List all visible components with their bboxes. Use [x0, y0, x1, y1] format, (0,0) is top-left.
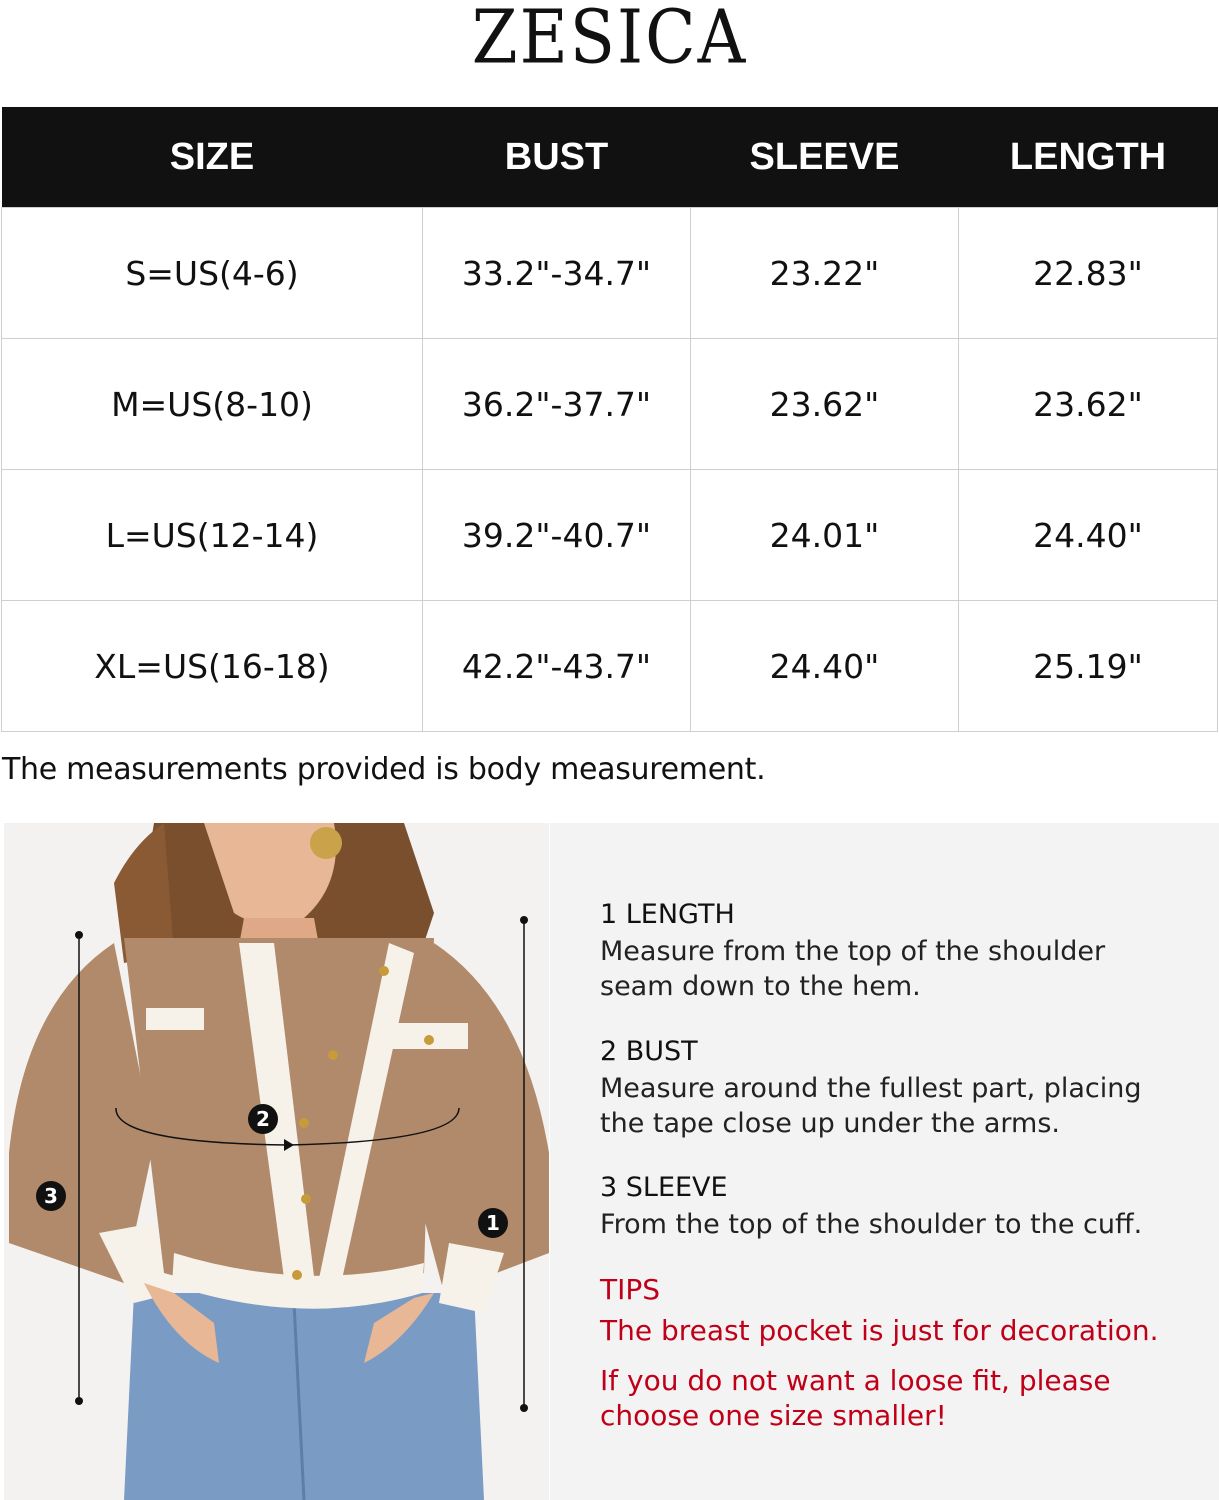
- bust-cell: 36.2"-37.7": [423, 339, 691, 470]
- guide-bust-title: 2 BUST: [600, 1036, 698, 1067]
- sleeve-cell: 24.40": [691, 601, 959, 732]
- bust-cell: 39.2"-40.7": [423, 470, 691, 601]
- table-row: [2, 339, 1218, 470]
- svg-text:3: 3: [44, 1184, 58, 1208]
- model-illustration: [4, 823, 549, 1500]
- marker-3: [36, 1181, 66, 1211]
- header-sleeve: SLEEVE: [691, 107, 959, 208]
- measurement-note: The measurements provided is body measurement.: [2, 752, 766, 787]
- tip-item: If you do not want a loose fit, please choose one size smaller!: [600, 1364, 1111, 1432]
- marker-1: [478, 1208, 508, 1238]
- table-header-row: [2, 107, 1218, 208]
- sleeve-cell: 23.62": [691, 339, 959, 470]
- size-chart-table: [1, 107, 1218, 732]
- sleeve-cell: 24.01": [691, 470, 959, 601]
- bust-cell: 33.2"-34.7": [423, 208, 691, 339]
- table-row: [2, 601, 1218, 732]
- earring: [310, 827, 342, 859]
- svg-text:2: 2: [256, 1107, 270, 1131]
- length-cell: 24.40": [959, 470, 1218, 601]
- guide-length-title: 1 LENGTH: [600, 899, 735, 930]
- length-cell: 25.19": [959, 601, 1218, 732]
- sleeve-cell: 23.22": [691, 208, 959, 339]
- header-bust: BUST: [423, 107, 691, 208]
- table-row: [2, 208, 1218, 339]
- svg-text:1: 1: [486, 1211, 500, 1235]
- size-cell: L=US(12-14): [2, 470, 423, 601]
- marker-2: [248, 1104, 278, 1134]
- size-cell: M=US(8-10): [2, 339, 423, 470]
- bust-cell: 42.2"-43.7": [423, 601, 691, 732]
- model-photo: [4, 823, 549, 1500]
- size-cell: XL=US(16-18): [2, 601, 423, 732]
- guide-sleeve-title: 3 SLEEVE: [600, 1172, 728, 1203]
- guide-length-desc: Measure from the top of the shoulder seam down to the hem.: [600, 936, 1106, 1002]
- header-size: SIZE: [2, 107, 423, 208]
- length-cell: 22.83": [959, 208, 1218, 339]
- length-cell: 23.62": [959, 339, 1218, 470]
- brand-logo: ZESICA: [471, 0, 748, 81]
- guide-bust-desc: Measure around the fullest part, placing the tape close up under the arms.: [600, 1073, 1142, 1139]
- tip-item: The breast pocket is just for decoration.: [600, 1314, 1159, 1347]
- table-row: [2, 470, 1218, 601]
- size-cell: S=US(4-6): [2, 208, 423, 339]
- guide-sleeve-desc: From the top of the shoulder to the cuff.: [600, 1209, 1143, 1240]
- tips-title: TIPS: [600, 1273, 661, 1306]
- header-length: LENGTH: [959, 107, 1218, 208]
